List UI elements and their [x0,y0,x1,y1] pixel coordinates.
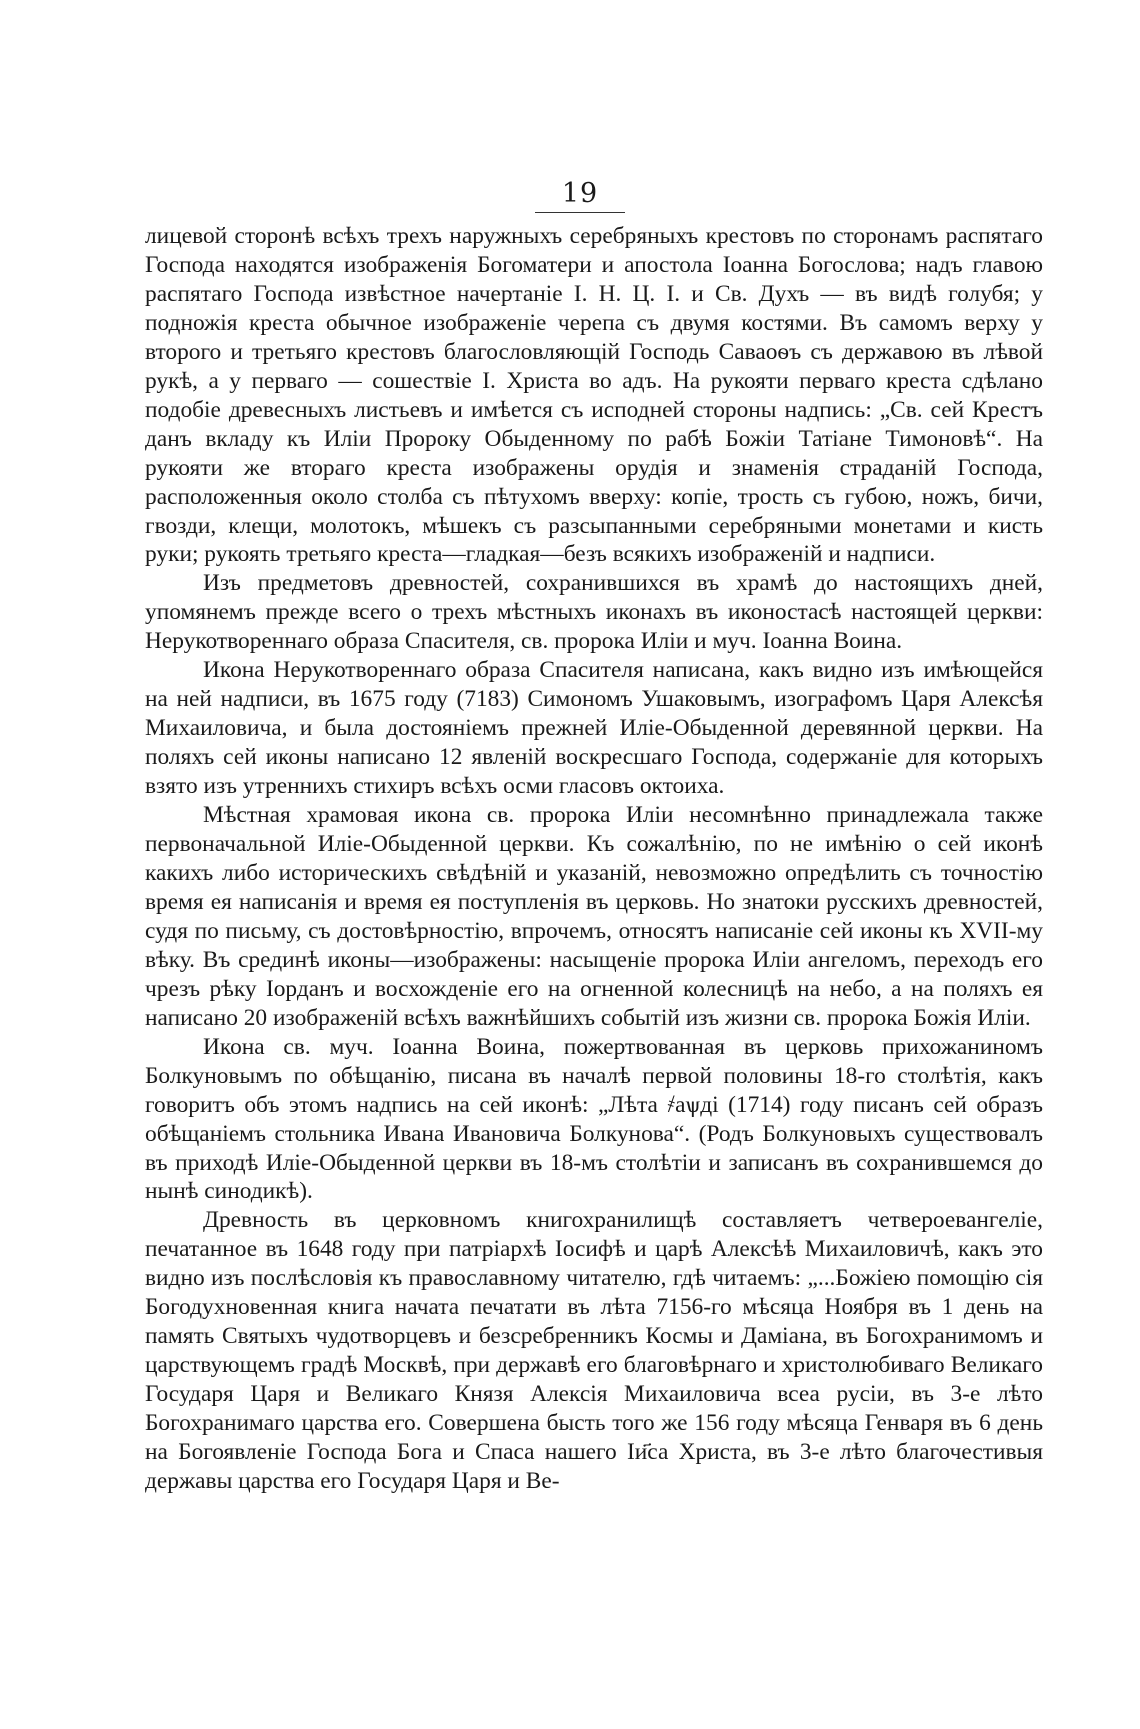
page-number-rule [535,212,625,213]
paragraph-antiquities-intro: Изъ предметовъ древностей, сохранившихся въ храмѣ до настоящихъ дней, упомянемъ прежде всего о трехъ мѣстныхъ иконахъ въ иконостасѣ настоящей церкви: Нерукотвореннаго образа Спасителя, св. пророка Иліи и муч. Іоанна Воина. [145,570,1043,655]
paragraph-icon-john-warrior: Икона св. муч. Іоанна Воина, пожертвованная въ церковь прихожаниномъ Болкуновымъ по обѣщанію, писана въ началѣ первой половины 18-го столѣтія, какъ говоритъ объ этомъ надпись на сей иконѣ: „Лѣта ҂аѱді (1714) году писанъ сей образъ обѣщаніемъ стольника Ивана Ивановича Болкунова“. (Родъ Болкуновыхъ существовалъ въ приходѣ Иліе-Обыденной церкви въ 18-мъ столѣтіи и записанъ въ сохранившемся до нынѣ синодикѣ). [145,1033,1043,1205]
paragraph-gospel-book: Древность въ церковномъ книгохранилищѣ составляетъ четвероевангеліе, печатанное въ 1648 году при патріархѣ Іосифѣ и царѣ Алексѣѣ Михаиловичѣ, какъ это видно изъ послѣсловія къ православному читателю, гдѣ читаемъ: „...Божіею помощію сія Богодухновенная книга начата печатати въ лѣта 7156-го мѣсяца Ноября въ 1 день на память Святыхъ чудотворцевъ и безсребренникъ Космы и Даміана, въ Богохранимомъ и царствующемъ градѣ Москвѣ, при державѣ его благовѣрнаго и христолюбиваго Великаго Государя Царя и Великаго Князя Алексія Михаиловича всеа русіи, въ 3-е лѣто Богохранимаго царства его. Совершена бысть того же 156 году мѣсяца Генваря въ 6 день на Богоявленіе Господа Бога и Спаса нашего Іи҃са Христа, въ 3-е лѣто благочестивыя державы царства его Государя Царя и Ве- [145,1207,1043,1494]
paragraph-cross-description: лицевой сторонѣ всѣхъ трехъ наружныхъ серебряныхъ крестовъ по сторонамъ распятаго Господа находятся изображенія Богоматери и апостола Іоанна Богослова; надъ главою распятаго Господа извѣстное начертаніе І. Н. Ц. І. и Св. Духъ — въ видѣ голубя; у подножія креста обычное изображеніе черепа съ двумя костями. Въ самомъ верху у второго и третьяго крестовъ благословляющій Господь Саваоѳъ съ державою въ лѣвой рукѣ, а у перваго — сошествіе І. Христа во адъ. На рукояти перваго креста сдѣлано подобіе древесныхъ листьевъ и имѣется съ исподней стороны надпись: „Св. сей Крестъ данъ вкладу къ Иліи Пророку Обыденному по рабѣ Божіи Татіане Тимоновѣ“. На рукояти же втораго креста изображены орудія и знаменія страданій Господа, расположенныя около столба съ пѣтухомъ вверху: копіе, трость съ губою, ножъ, бичи, гвозди, клещи, молотокъ, мѣшекъ съ разсыпанными серебряными монетами и кисть руки; рукоять третьяго креста—гладкая—безъ всякихъ изображеній и надписи. [145,223,1043,568]
paragraph-icon-elijah: Мѣстная храмовая икона св. пророка Иліи несомнѣнно принадлежала также первоначальной Иліе-Обыденной церкви. Къ сожалѣнію, по не имѣнію о сей иконѣ какихъ либо историческихъ свѣдѣній и указаній, невозможно опредѣлить съ точностію время ея написанія и время ея поступленія въ церковь. Но знатоки русскихъ древностей, судя по письму, съ достовѣрностію, впрочемъ, относятъ написаніе сей иконы къ XVII-му вѣку. Въ срединѣ иконы—изображены: насыщеніе пророка Иліи ангеломъ, переходъ его чрезъ рѣку Іорданъ и восхожденіе его на огненной колесницѣ на небо, а на поляхъ ея написано 20 изображеній всѣхъ важнѣйшихъ событій изъ жизни св. пророка Божія Иліи. [145,802,1043,1031]
page-number: 19 [561,178,599,209]
page-body [145,222,1043,1496]
paragraph-icon-savior: Икона Нерукотвореннаго образа Спасителя написана, какъ видно изъ имѣющейся на ней надписи, въ 1675 году (7183) Симономъ Ушаковымъ, изографомъ Царя Алексѣя Михаиловича, и была достояніемъ прежней Иліе-Обыденной деревянной церкви. На поляхъ сей иконы написано 12 явленій воскресшаго Господа, содержаніе для которыхъ взято изъ утреннихъ стихиръ всѣхъ осми гласовъ октоиха. [145,657,1043,800]
